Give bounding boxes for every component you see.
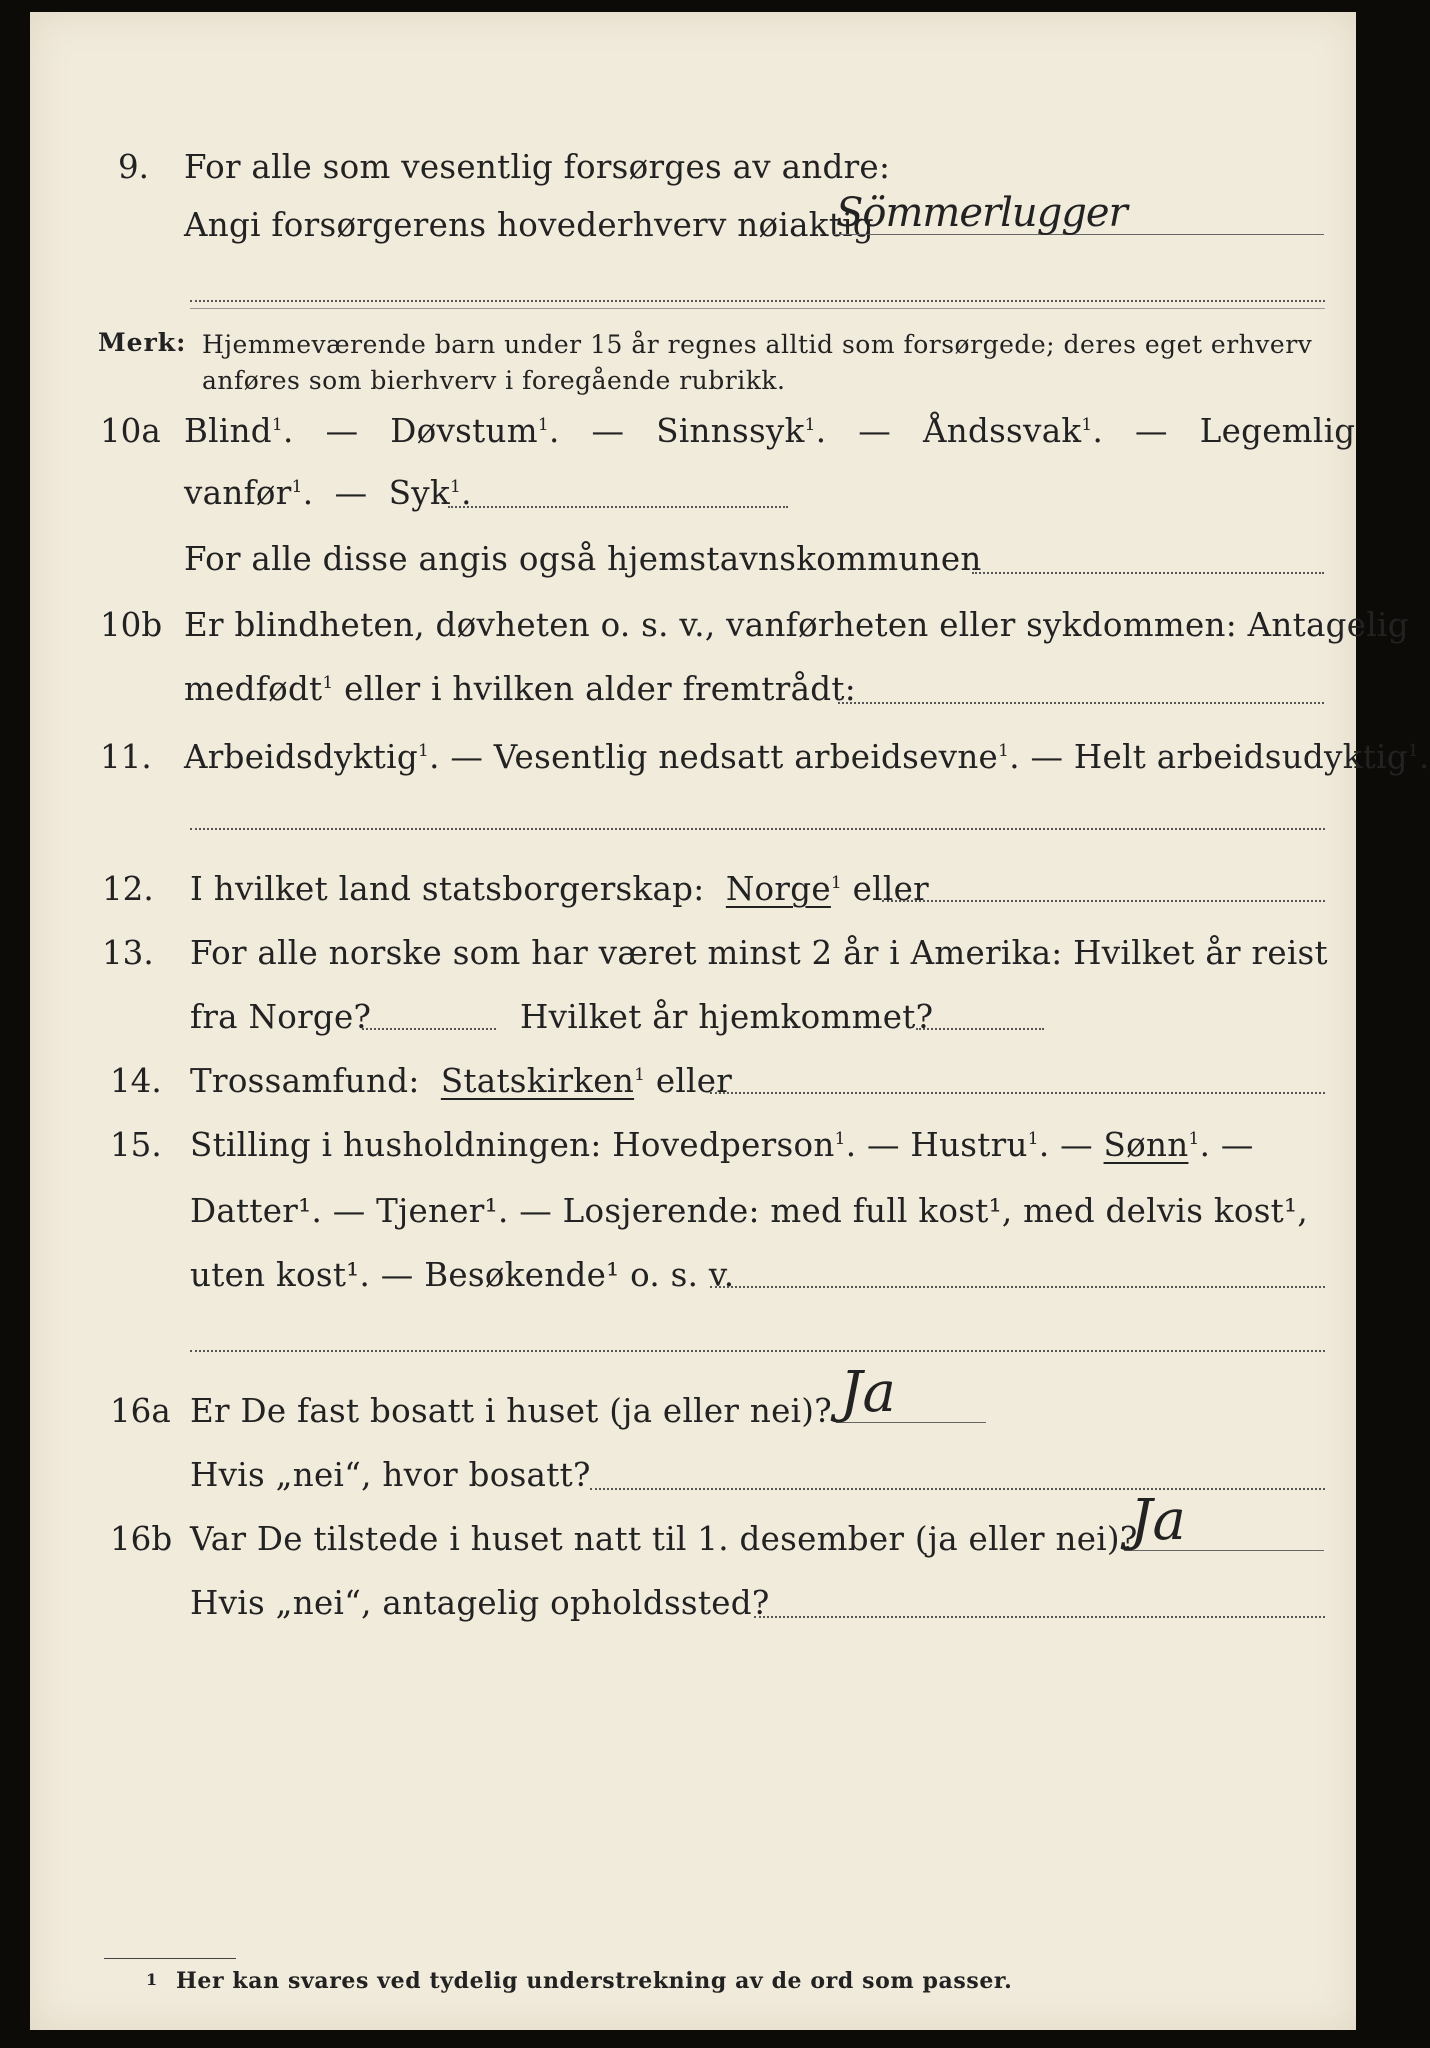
q11-line: Arbeidsdyktig$^1$. — Vesentlig nedsatt arbeidsevne$^1$. — Helt arbeidsudyktig$^1$. <box>184 738 1430 776</box>
q10a-line2: vanfør$^1$. — Syk$^1$. <box>184 474 472 512</box>
separator-line <box>190 308 1325 309</box>
q13-reist-line <box>362 1028 496 1030</box>
option-sinnssyk[interactable]: Sinnssyk <box>656 412 805 450</box>
q11-answer-line <box>190 828 1325 830</box>
footnote-text: Her kan svares ved tydelig understrekning av de ord som passer. <box>176 1968 1013 1994</box>
census-form-page <box>30 12 1430 2030</box>
option-arbeidsdyktig[interactable]: Arbeidsdyktig <box>184 738 418 776</box>
option-blind[interactable]: Blind <box>184 412 272 450</box>
q16b-line2: Hvis „nei“, antagelig opholdssted? <box>190 1584 770 1622</box>
q10a-number: 10a <box>100 412 161 450</box>
option-syk[interactable]: Syk <box>388 474 450 512</box>
q16b-handwritten-answer: Ja <box>1130 1488 1186 1553</box>
q9-line2: Angi forsørgerens hovederhverv nøiaktig <box>184 206 874 244</box>
q10a-hjemstavn-line <box>972 572 1324 574</box>
q15-line2: Datter¹. — Tjener¹. — Losjerende: med full kost¹, med delvis kost¹, <box>190 1192 1309 1230</box>
q16a-bosatt-line <box>590 1488 1325 1490</box>
option-arbeidsudyktig[interactable]: . — Helt arbeidsudyktig <box>1009 738 1408 776</box>
q9-number: 9. <box>118 148 150 186</box>
footnote-rule <box>104 1958 236 1959</box>
q13-number: 13. <box>102 934 154 972</box>
q9-line1: For alle som vesentlig forsørges av andre: <box>184 148 891 186</box>
q16b-number: 16b <box>110 1520 173 1558</box>
q13-line2b: Hvilket år hjemkommet? <box>520 998 934 1036</box>
option-nedsatt[interactable]: . — Vesentlig nedsatt arbeidsevne <box>429 738 999 776</box>
footnote-mark: 1 <box>146 1970 158 1989</box>
q10a-line1: Blind$^1$. — Døvstum$^1$. — Sinnssyk$^1$. — Åndssvak$^1$. — Legemlig <box>184 412 1356 450</box>
option-vanfor[interactable]: vanfør <box>184 474 292 512</box>
q16a-number: 16a <box>110 1392 171 1430</box>
q14-answer-line <box>710 1092 1325 1094</box>
q12-line: I hvilket land statsborgerskap: Norge$^1$ eller <box>190 870 929 908</box>
merk-label: Merk: <box>98 328 187 357</box>
option-legemlig[interactable]: Legemlig <box>1199 412 1356 450</box>
q16b-opholdssted-line <box>754 1616 1325 1618</box>
q16a-line2: Hvis „nei“, hvor bosatt? <box>190 1456 591 1494</box>
q13-line2a: fra Norge? <box>190 998 372 1036</box>
q15-answer-line <box>710 1286 1325 1288</box>
q10b-line1: Er blindheten, døvheten o. s. v., vanførheten eller sykdommen: Antagelig <box>184 606 1409 644</box>
option-sonn[interactable]: Sønn <box>1103 1126 1189 1164</box>
q15-line3: uten kost¹. — Besøkende¹ o. s. v. <box>190 1256 735 1294</box>
merk-line2: anføres som bierhverv i foregående rubrikk. <box>202 366 786 395</box>
q12-answer-line <box>882 900 1325 902</box>
q14-number: 14. <box>110 1062 162 1100</box>
option-andssvak[interactable]: Åndssvak <box>922 412 1082 450</box>
q12-number: 12. <box>102 870 154 908</box>
q10b-line2: medfødt$^1$ eller i hvilken alder fremtrådt: <box>184 670 856 708</box>
option-dovstum[interactable]: Døvstum <box>390 412 538 450</box>
q13-line1: For alle norske som har været minst 2 år i Amerika: Hvilket år reist <box>190 934 1328 972</box>
q10a-answer-line <box>448 506 788 508</box>
q15-number: 15. <box>110 1126 162 1164</box>
q11-number: 11. <box>100 738 152 776</box>
q9-extra-line <box>190 300 1325 302</box>
q15-extra-line <box>190 1350 1325 1352</box>
merk-line1: Hjemmeværende barn under 15 år regnes alltid som forsørgede; deres eget erhverv <box>202 330 1313 359</box>
q10a-line3: For alle disse angis også hjemstavnskommunen <box>184 540 982 578</box>
q13-hjemkommet-line <box>916 1028 1044 1030</box>
q16a-line1: Er De fast bosatt i huset (ja eller nei)? <box>190 1392 833 1430</box>
q9-handwritten-answer: Sömmerlugger <box>836 190 1127 236</box>
q14-line: Trossamfund: Statskirken$^1$ eller <box>190 1062 733 1100</box>
q15-line1: Stilling i husholdningen: Hovedperson$^1$. — Hustru$^1$. — Sønn$^1$. — <box>190 1126 1254 1164</box>
option-norge[interactable]: Norge <box>725 870 831 908</box>
q16a-handwritten-answer: Ja <box>840 1360 896 1425</box>
q16b-line1: Var De tilstede i huset natt til 1. desember (ja eller nei)? <box>190 1520 1138 1558</box>
q10b-answer-line <box>838 702 1324 704</box>
option-statskirken[interactable]: Statskirken <box>440 1062 635 1100</box>
q10b-number: 10b <box>100 606 163 644</box>
